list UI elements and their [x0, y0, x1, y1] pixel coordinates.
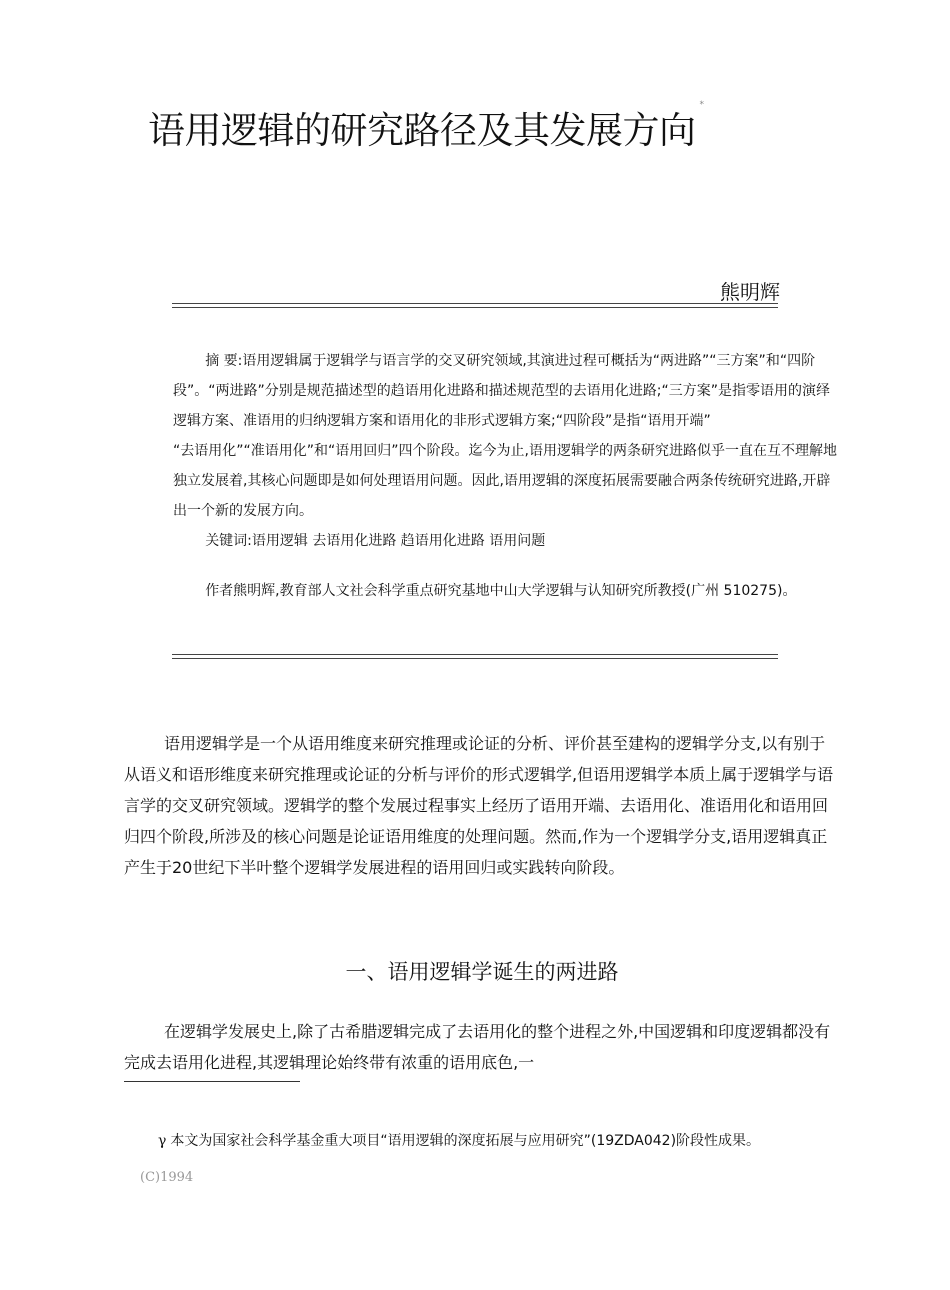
title-footnote-mark: * — [699, 100, 704, 110]
author-note: 作者熊明辉,教育部人文社会科学重点研究基地中山大学逻辑与认知研究所教授(广州 510275)。 — [205, 583, 797, 599]
author-name: 熊明辉 — [720, 280, 780, 304]
section-body — [124, 1016, 840, 1078]
paper-title — [148, 100, 704, 154]
abstract-block — [173, 346, 839, 606]
abstract-text-1: 摘 要:语用逻辑属于逻辑学与语言学的交叉研究领域,其演进过程可概括为“两进路”“三方案”和“四阶段”。“两进路”分别是规范描述型的趋语用化进路和描述规范型的去语用化进路;“三方案”是指零语用的演绎逻辑方案、准语用的归纳逻辑方案和语用化的非形式逻辑方案;“四阶段”是指“语用开端” — [173, 353, 830, 429]
section-paragraph: 在逻辑学发展史上,除了古希腊逻辑完成了去语用化的整个进程之外,中国逻辑和印度逻辑都没有完成去语用化进程,其逻辑理论始终带有浓重的语用底色,一 — [124, 1022, 831, 1072]
abstract-text-2: “去语用化”“准语用化”和“语用回归”四个阶段。迄今为止,语用逻辑学的两条研究进路似乎一直在互不理解地独立发展着,其核心问题即是如何处理语用问题。因此,语用逻辑的深度拓展需要融合两条传统研究进路,开辟出一个新的发展方向。 — [173, 443, 837, 519]
copyright-text: (C)1994 — [140, 1170, 194, 1185]
intro-section — [124, 728, 840, 883]
title-text: 语用逻辑的研究路径及其发展方向 — [148, 109, 696, 152]
footnote-text: 本文为国家社会科学基金重大项目“语用逻辑的深度拓展与应用研究”(19ZDA042)阶段性成果。 — [170, 1133, 761, 1149]
section-heading: 一、语用逻辑学诞生的两进路 — [345, 960, 619, 984]
footnote-rule — [124, 1081, 300, 1082]
intro-paragraph: 语用逻辑学是一个从语用维度来研究推理或论证的分析、评价甚至建构的逻辑学分支,以有别于从语义和语形维度来研究推理或论证的分析与评价的形式逻辑学,但语用逻辑学本质上属于逻辑学与语言学的交叉研究领域。逻辑学的整个发展过程事实上经历了语用开端、去语用化、准语用化和语用回归四个阶段,所涉及的核心问题是论证语用维度的处理问题。然而,作为一个逻辑学分支,语用逻辑真正产生于20世纪下半叶整个逻辑学发展进程的语用回归或实践转向阶段。 — [124, 734, 834, 877]
keywords: 关键词:语用逻辑 去语用化进路 趋语用化进路 语用问题 — [205, 533, 546, 549]
footnote-mark: γ — [158, 1133, 167, 1149]
abstract-top-rule — [172, 303, 778, 308]
abstract-bottom-rule — [172, 654, 778, 659]
footnote — [158, 1130, 760, 1150]
